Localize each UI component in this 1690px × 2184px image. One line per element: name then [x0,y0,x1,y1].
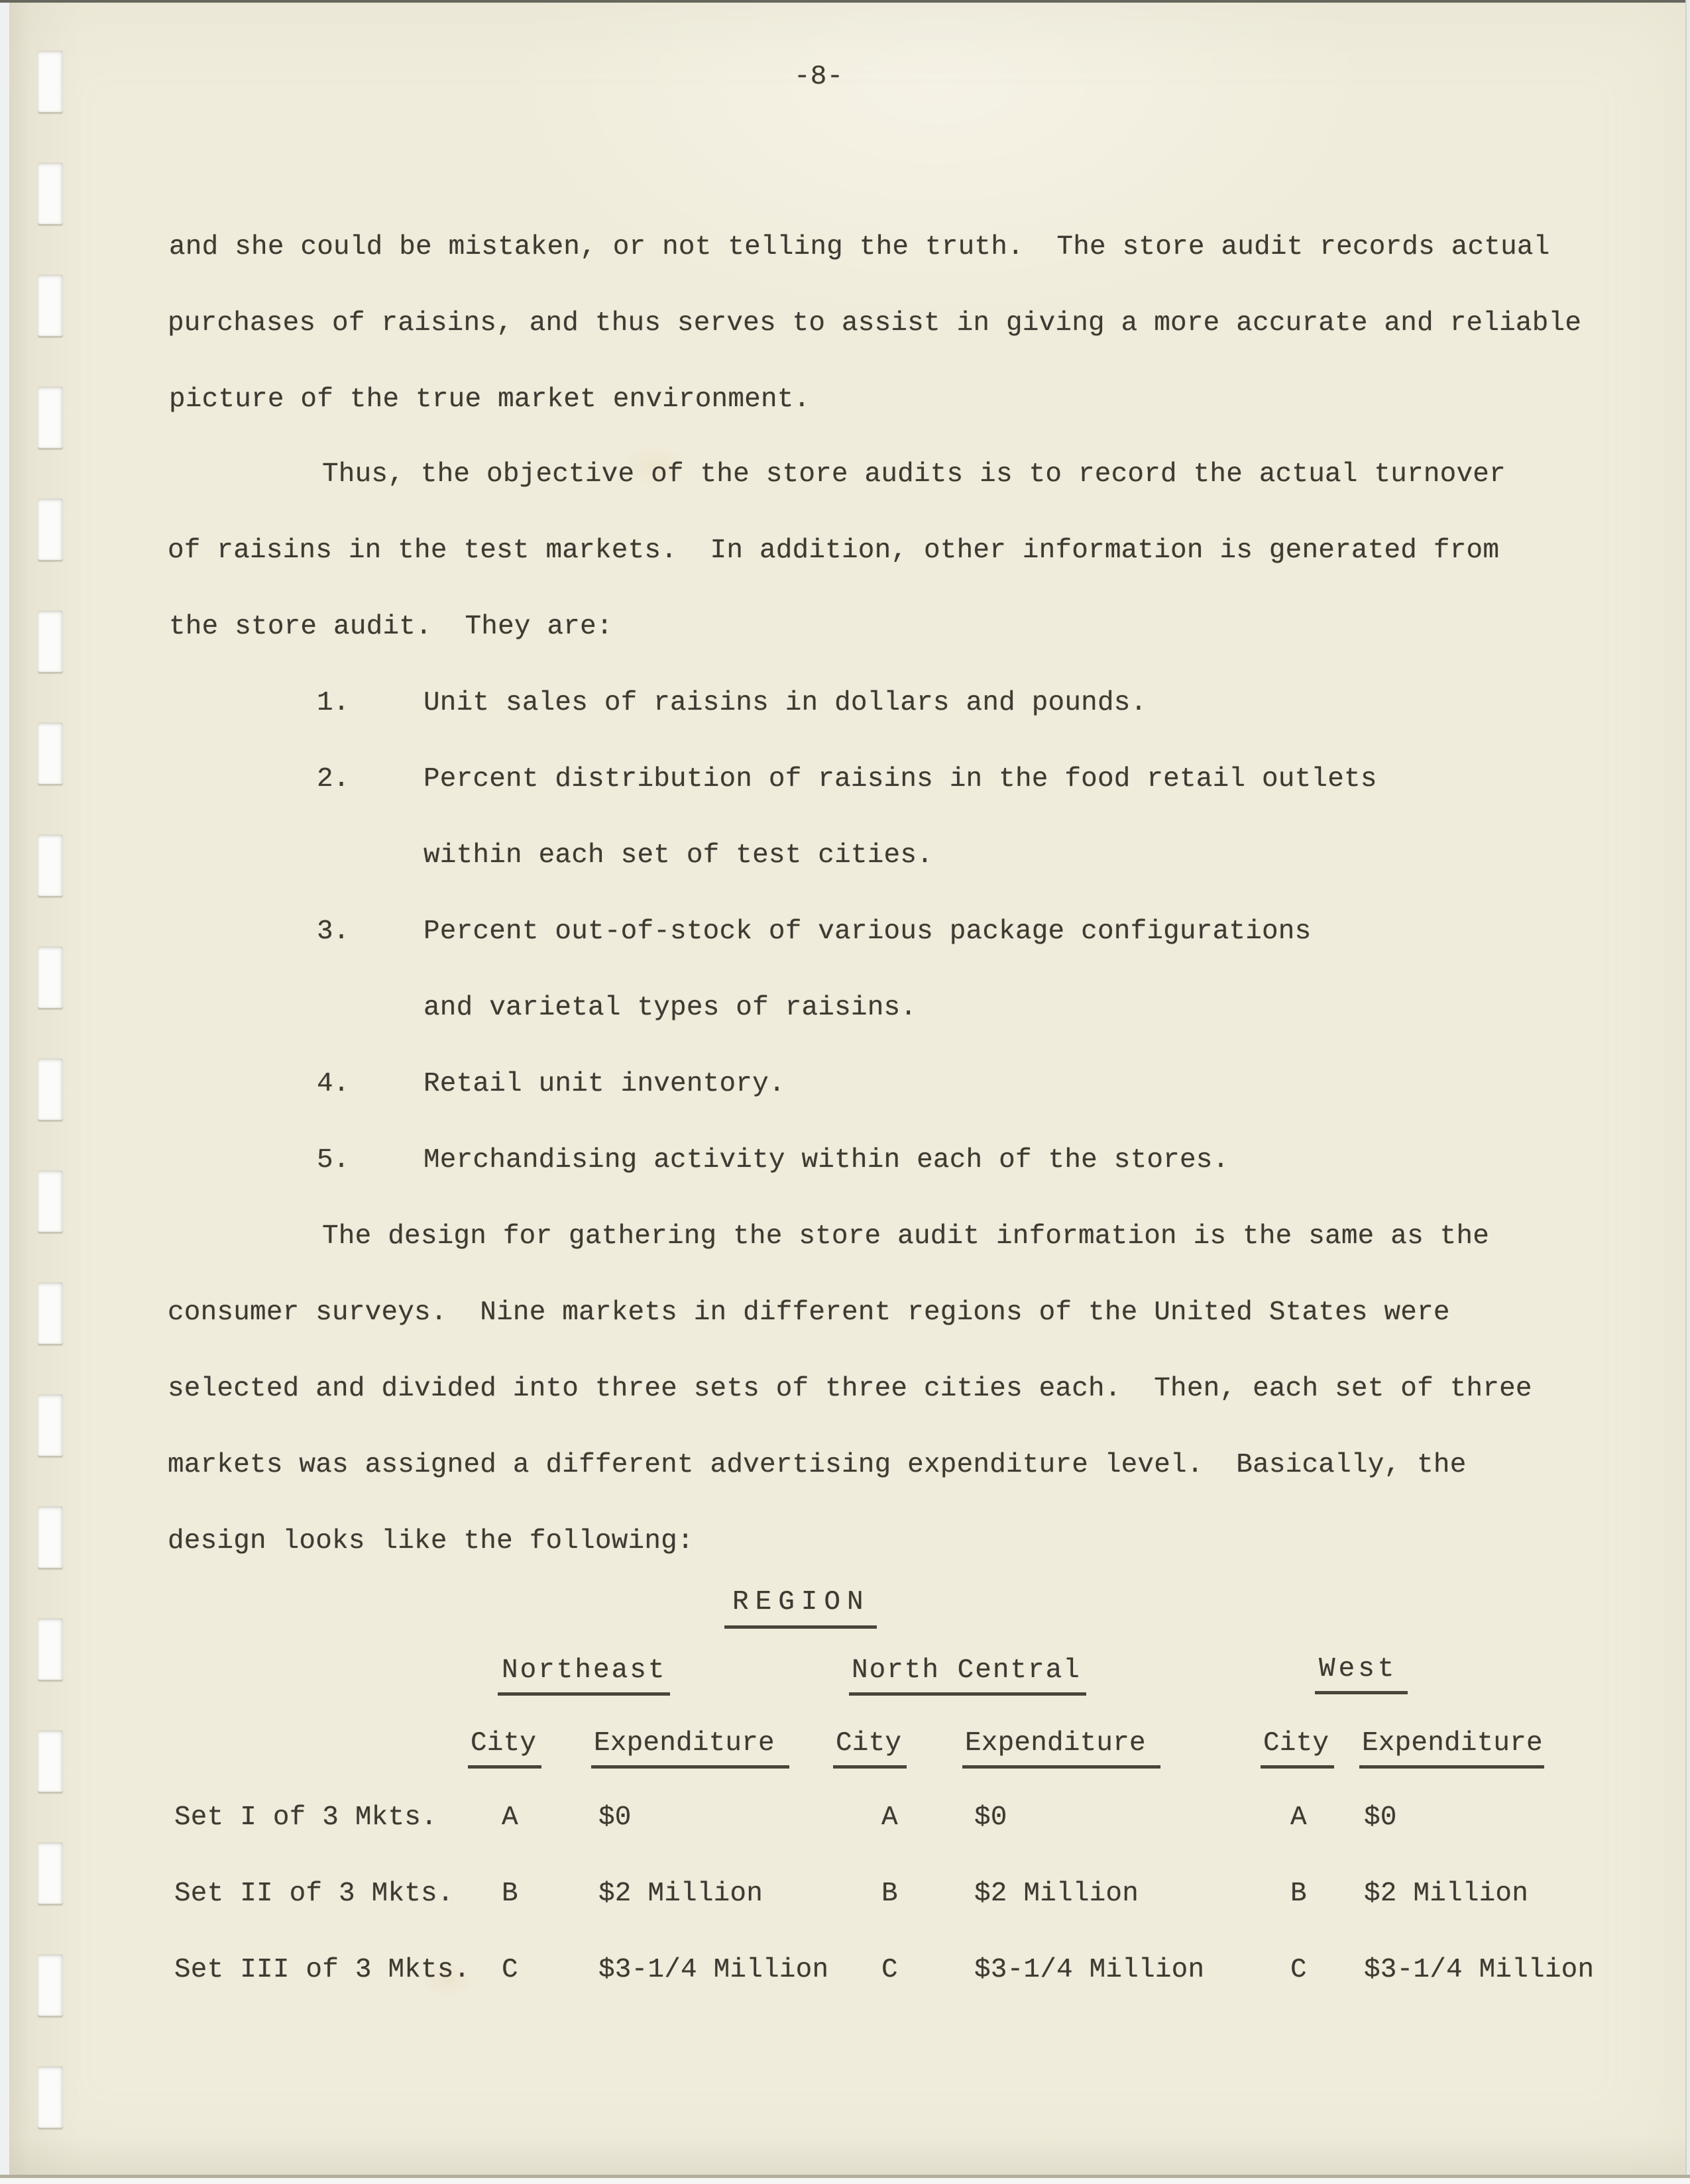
binder-hole [38,1058,63,1120]
para2-line2: of raisins in the test markets. In addition, other information is generated from [168,535,1500,566]
para3-line2: consumer surveys. Nine markets in different regions of the United States were [168,1297,1450,1328]
binder-hole [38,2066,63,2128]
page-number: -8- [794,62,844,92]
row2-exp-northeast: $2 Million [598,1879,763,1909]
col-header-city-west: City [1261,1730,1334,1769]
row1-city-west: A [1290,1802,1307,1833]
row3-label: Set III of 3 Mkts. [174,1955,471,1985]
region-header-northeast: Northeast [498,1657,670,1696]
scan-left-edge [0,0,9,2184]
binder-hole [38,1842,63,1904]
region-header-west: West [1315,1656,1408,1694]
list-item-2-number: 2. [317,764,350,794]
table-title: REGION [724,1589,877,1629]
list-item-1-number: 1. [317,688,350,718]
binder-hole [38,386,63,448]
scan-right-edge [1685,0,1690,2184]
list-item-2-text: Percent distribution of raisins in the food retail outlets [423,764,1377,794]
col-header-expenditure-west: Expenditure [1359,1730,1544,1769]
list-item-5-number: 5. [317,1145,350,1175]
binder-hole [38,1618,63,1680]
row2-city-northeast: B [502,1879,518,1909]
para3-line5: design looks like the following: [168,1526,694,1556]
col-header-expenditure-northeast: Expenditure [591,1730,789,1769]
list-item-4-number: 4. [317,1069,350,1099]
col-header-city-north-central: City [833,1730,907,1769]
row1-exp-northeast: $0 [598,1802,632,1833]
col-header-expenditure-north-central: Expenditure [962,1730,1160,1769]
para2-line1: Thus, the objective of the store audits is to record the actual turnover [322,459,1506,490]
row3-city-west: C [1290,1955,1307,1985]
row3-exp-west: $3-1/4 Million [1364,1955,1595,1985]
binder-hole [38,610,63,672]
binder-hole [38,50,63,112]
scan-top-edge [0,0,1690,3]
binder-hole [38,834,63,896]
region-header-north-central: North Central [849,1657,1086,1696]
binder-hole [38,1282,63,1344]
binder-hole [38,1954,63,2016]
binder-hole [38,274,63,336]
row2-exp-north-central: $2 Million [974,1879,1139,1909]
row1-city-north-central: A [881,1802,898,1833]
para3-line1: The design for gathering the store audit information is the same as the [322,1221,1490,1252]
row3-exp-northeast: $3-1/4 Million [598,1955,829,1985]
row1-label: Set I of 3 Mkts. [174,1802,437,1833]
binder-hole [38,1506,63,1568]
binder-hole [38,946,63,1008]
list-item-3-text-cont: and varietal types of raisins. [423,993,917,1023]
row1-exp-north-central: $0 [974,1802,1007,1833]
para1-line1: and she could be mistaken, or not telling the truth. The store audit records actual [169,232,1550,262]
list-item-2-text-cont: within each set of test cities. [423,840,933,871]
binder-hole [38,162,63,224]
list-item-5-text: Merchandising activity within each of the stores. [423,1145,1229,1175]
para3-line3: selected and divided into three sets of three cities each. Then, each set of three [168,1374,1532,1404]
list-item-4-text: Retail unit inventory. [423,1069,785,1099]
list-item-3-number: 3. [317,916,350,947]
para2-line3: the store audit. They are: [169,612,613,642]
binder-hole [38,1394,63,1456]
row3-exp-north-central: $3-1/4 Million [974,1955,1205,1985]
binder-hole [38,722,63,784]
row2-city-north-central: B [881,1879,898,1909]
binder-hole [38,1170,63,1232]
row1-city-northeast: A [502,1802,518,1833]
para1-line3: picture of the true market environment. [169,384,811,415]
para3-line4: markets was assigned a different advertising expenditure level. Basically, the [168,1450,1467,1480]
row3-city-north-central: C [881,1955,898,1985]
row2-label: Set II of 3 Mkts. [174,1879,454,1909]
para1-line2: purchases of raisins, and thus serves to assist in giving a more accurate and reliable [168,308,1582,339]
row2-city-west: B [1290,1879,1307,1909]
col-header-city-northeast: City [468,1730,541,1769]
row2-exp-west: $2 Million [1364,1879,1529,1909]
list-item-1-text: Unit sales of raisins in dollars and pounds. [423,688,1147,718]
row3-city-northeast: C [502,1955,518,1985]
scan-bottom-edge [0,2178,1690,2184]
binder-hole [38,1730,63,1792]
row1-exp-west: $0 [1364,1802,1397,1833]
binder-hole [38,498,63,560]
list-item-3-text: Percent out-of-stock of various package configurations [423,916,1312,947]
